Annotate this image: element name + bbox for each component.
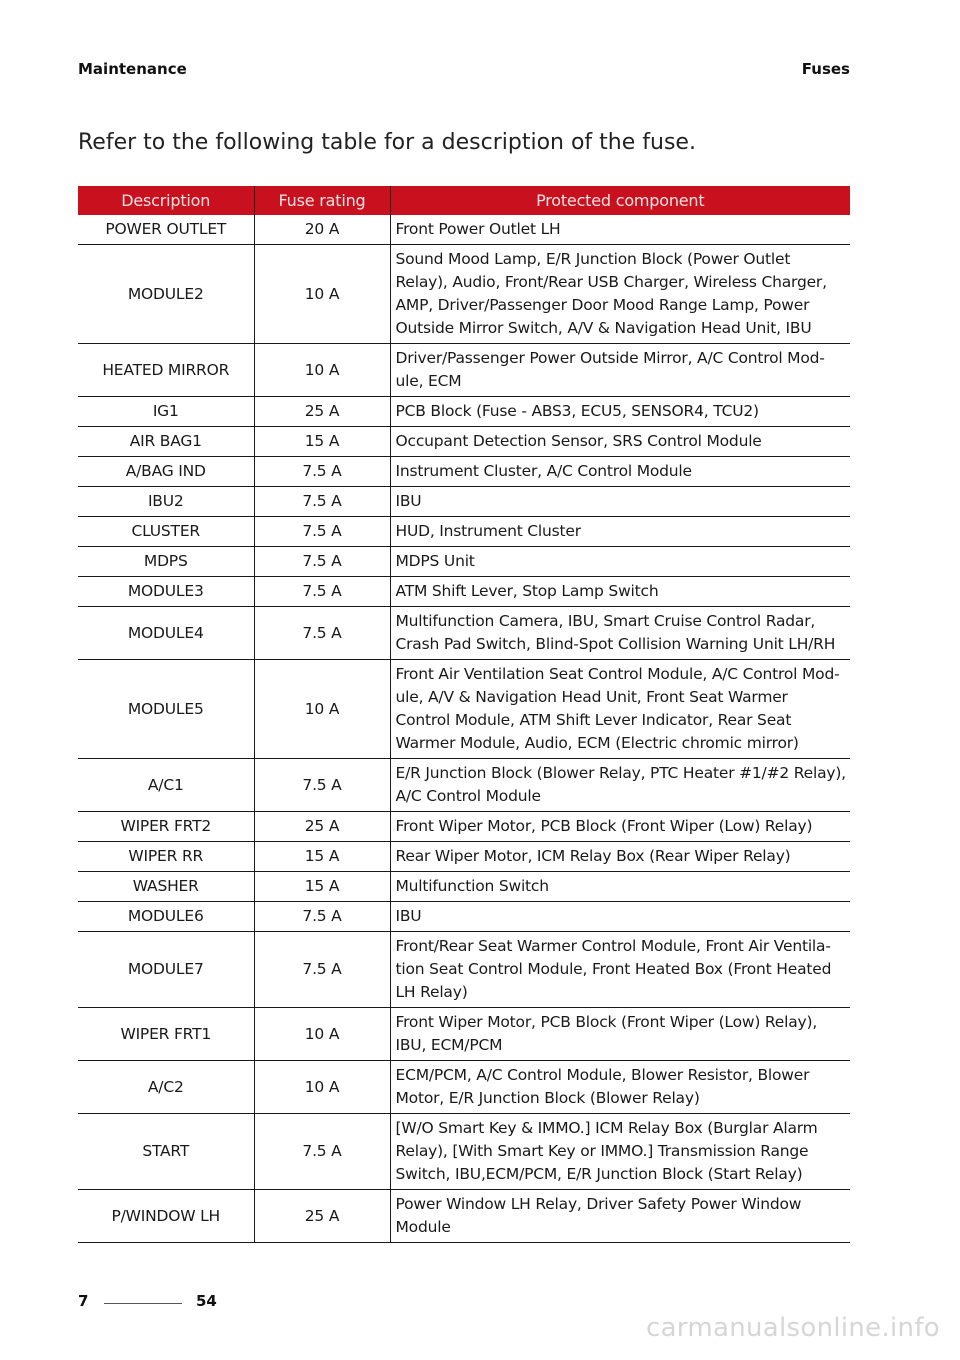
cell-fuse-rating: 7.5 A (254, 607, 390, 660)
cell-description: AIR BAG1 (78, 427, 254, 457)
cell-fuse-rating: 7.5 A (254, 487, 390, 517)
cell-protected-component: MDPS Unit (390, 547, 850, 577)
header-topic: Fuses (801, 60, 850, 78)
fuse-table-body (78, 215, 850, 1243)
cell-description: IBU2 (78, 487, 254, 517)
cell-description: A/C2 (78, 1061, 254, 1114)
cell-fuse-rating: 15 A (254, 427, 390, 457)
cell-fuse-rating: 7.5 A (254, 1114, 390, 1190)
cell-protected-component: Front Power Outlet LH (390, 215, 850, 245)
column-header-protected-component: Protected component (390, 186, 850, 215)
cell-description: IG1 (78, 397, 254, 427)
cell-fuse-rating: 7.5 A (254, 577, 390, 607)
cell-protected-component: Front/Rear Seat Warmer Control Module, Front Air Ventilation Seat Control Module, Front Heated Box (Front Heated LH Relay) (390, 932, 850, 1008)
cell-protected-component: E/R Junction Block (Blower Relay, PTC Heater #1/#2 Relay), A/C Control Module (390, 759, 850, 812)
cell-fuse-rating: 15 A (254, 842, 390, 872)
header-section: Maintenance (78, 60, 187, 78)
table-row (78, 660, 850, 759)
cell-protected-component: Instrument Cluster, A/C Control Module (390, 457, 850, 487)
cell-protected-component: Power Window LH Relay, Driver Safety Power Window Module (390, 1190, 850, 1243)
table-row (78, 487, 850, 517)
cell-fuse-rating: 15 A (254, 872, 390, 902)
cell-fuse-rating: 20 A (254, 215, 390, 245)
cell-protected-component: Multifunction Camera, IBU, Smart Cruise Control Radar, Crash Pad Switch, Blind-Spot Collision Warning Unit LH/RH (390, 607, 850, 660)
cell-description: WIPER FRT1 (78, 1008, 254, 1061)
cell-protected-component: [W/O Smart Key & IMMO.] ICM Relay Box (Burglar Alarm Relay), [With Smart Key or IMMO.] Transmission Range Switch, IBU,ECM/PCM, E/R Junction Block (Start Relay) (390, 1114, 850, 1190)
cell-fuse-rating: 25 A (254, 397, 390, 427)
watermark: carmanualsonline.info (645, 1313, 940, 1343)
cell-fuse-rating: 7.5 A (254, 932, 390, 1008)
table-row (78, 215, 850, 245)
cell-description: MDPS (78, 547, 254, 577)
cell-protected-component: Sound Mood Lamp, E/R Junction Block (Power Outlet Relay), Audio, Front/Rear USB Charger, Wireless Charger, AMP, Driver/Passenger Door Mood Range Lamp, Power Outside Mirror Switch, A/V & Navigation Head Unit, IBU (390, 245, 850, 344)
table-row (78, 1061, 850, 1114)
cell-protected-component: IBU (390, 902, 850, 932)
table-row (78, 547, 850, 577)
cell-protected-component: Occupant Detection Sensor, SRS Control Module (390, 427, 850, 457)
fuse-table (78, 186, 850, 1243)
footer-page-number: 54 (196, 1292, 217, 1310)
table-row (78, 759, 850, 812)
column-header-description: Description (78, 186, 254, 215)
cell-protected-component: IBU (390, 487, 850, 517)
cell-description: MODULE6 (78, 902, 254, 932)
cell-protected-component: ECM/PCM, A/C Control Module, Blower Resistor, Blower Motor, E/R Junction Block (Blower Relay) (390, 1061, 850, 1114)
cell-protected-component: Front Wiper Motor, PCB Block (Front Wiper (Low) Relay), IBU, ECM/PCM (390, 1008, 850, 1061)
table-row (78, 1008, 850, 1061)
fuse-table-header (78, 186, 850, 215)
cell-fuse-rating: 7.5 A (254, 457, 390, 487)
cell-description: START (78, 1114, 254, 1190)
cell-fuse-rating: 7.5 A (254, 759, 390, 812)
intro-text: Refer to the following table for a description of the fuse. (78, 130, 696, 155)
cell-fuse-rating: 10 A (254, 1061, 390, 1114)
cell-protected-component: ATM Shift Lever, Stop Lamp Switch (390, 577, 850, 607)
cell-fuse-rating: 25 A (254, 812, 390, 842)
cell-protected-component: Multifunction Switch (390, 872, 850, 902)
table-row (78, 577, 850, 607)
cell-description: CLUSTER (78, 517, 254, 547)
cell-protected-component: HUD, Instrument Cluster (390, 517, 850, 547)
cell-description: WIPER FRT2 (78, 812, 254, 842)
cell-description: WASHER (78, 872, 254, 902)
table-row (78, 812, 850, 842)
cell-description: HEATED MIRROR (78, 344, 254, 397)
cell-protected-component: Driver/Passenger Power Outside Mirror, A/C Control Module, ECM (390, 344, 850, 397)
table-row (78, 1190, 850, 1243)
cell-protected-component: Front Air Ventilation Seat Control Module, A/C Control Module, A/V & Navigation Head Unit, Front Seat Warmer Control Module, ATM Shift Lever Indicator, Rear Seat Warmer Module, Audio, ECM (Electric chromic mirror) (390, 660, 850, 759)
table-row (78, 397, 850, 427)
cell-description: P/WINDOW LH (78, 1190, 254, 1243)
cell-fuse-rating: 10 A (254, 1008, 390, 1061)
table-row (78, 902, 850, 932)
cell-description: MODULE5 (78, 660, 254, 759)
cell-description: MODULE2 (78, 245, 254, 344)
cell-description: A/BAG IND (78, 457, 254, 487)
table-row (78, 607, 850, 660)
table-row (78, 932, 850, 1008)
cell-fuse-rating: 10 A (254, 660, 390, 759)
table-row (78, 457, 850, 487)
cell-protected-component: Rear Wiper Motor, ICM Relay Box (Rear Wiper Relay) (390, 842, 850, 872)
cell-description: MODULE7 (78, 932, 254, 1008)
cell-fuse-rating: 7.5 A (254, 517, 390, 547)
table-row (78, 842, 850, 872)
cell-fuse-rating: 10 A (254, 245, 390, 344)
cell-description: POWER OUTLET (78, 215, 254, 245)
cell-fuse-rating: 25 A (254, 1190, 390, 1243)
table-row (78, 517, 850, 547)
cell-description: MODULE3 (78, 577, 254, 607)
cell-fuse-rating: 7.5 A (254, 902, 390, 932)
table-row (78, 872, 850, 902)
cell-protected-component: PCB Block (Fuse - ABS3, ECU5, SENSOR4, TCU2) (390, 397, 850, 427)
cell-description: MODULE4 (78, 607, 254, 660)
footer-chapter: 7 (78, 1292, 89, 1310)
cell-fuse-rating: 10 A (254, 344, 390, 397)
table-row (78, 1114, 850, 1190)
cell-protected-component: Front Wiper Motor, PCB Block (Front Wiper (Low) Relay) (390, 812, 850, 842)
column-header-fuse-rating: Fuse rating (254, 186, 390, 215)
cell-fuse-rating: 7.5 A (254, 547, 390, 577)
table-row (78, 245, 850, 344)
footer-divider (104, 1303, 182, 1304)
table-row (78, 344, 850, 397)
cell-description: WIPER RR (78, 842, 254, 872)
table-row (78, 427, 850, 457)
cell-description: A/C1 (78, 759, 254, 812)
